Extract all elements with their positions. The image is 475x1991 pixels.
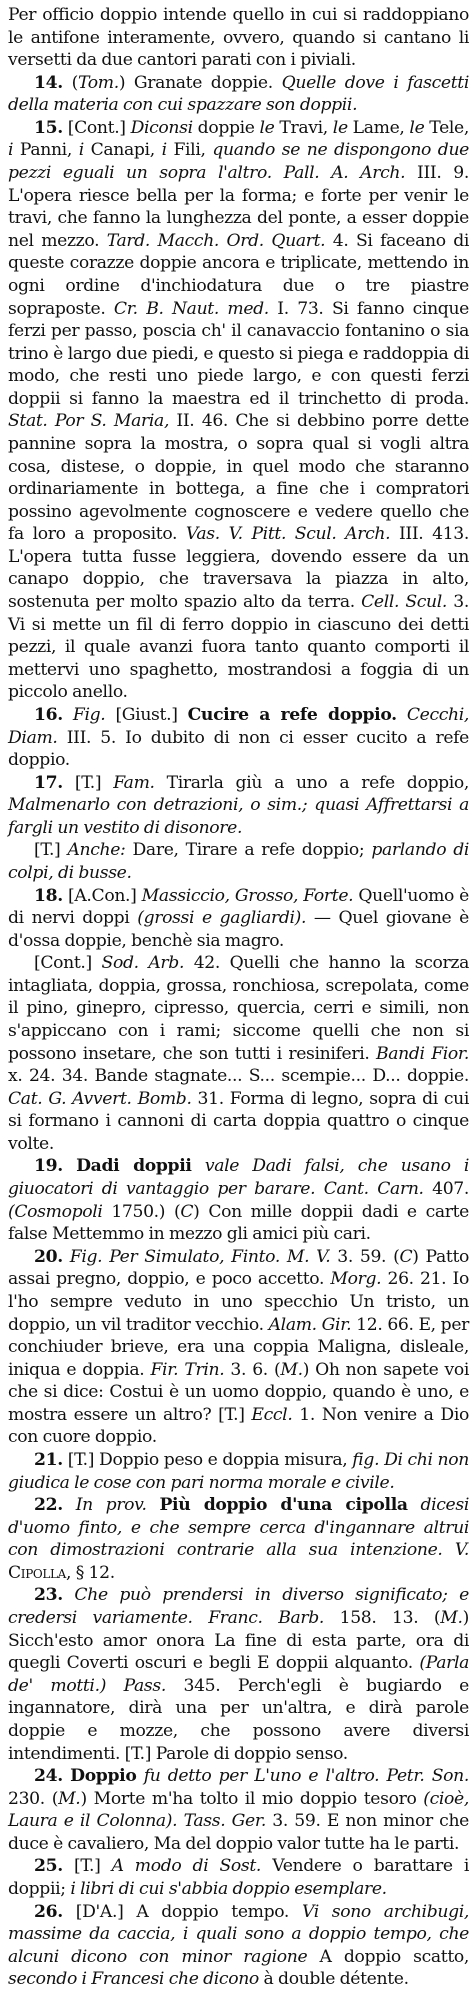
italic-text: parlando di colpi, di busse. — [8, 840, 469, 883]
italic-text: Diconsi — [130, 117, 193, 138]
text-run: — Quel giovane è d'ossa doppie, benchè sia magro. — [8, 908, 469, 951]
bold-text: Più doppio d'una cipolla — [159, 1495, 408, 1516]
text-run: Quell'uomo è di nervi doppi — [8, 885, 469, 929]
italic-text: Cat. G. Avvert. Bomb. — [8, 1088, 192, 1109]
italic-text: (Parla de' motti.) Pass. — [8, 1653, 469, 1696]
text-run — [192, 1156, 205, 1176]
text-run: 407. — [423, 1179, 470, 1200]
italic-text: fu detto per L'uno e l'altro. Petr. Son. — [143, 1766, 469, 1787]
text-run — [136, 1766, 143, 1786]
bold-text: 17. — [34, 772, 63, 793]
text-run: [Cont.] — [62, 117, 131, 138]
italic-text: C — [399, 1246, 413, 1267]
text-run: ) Granate doppie. — [118, 72, 282, 93]
bold-text: 15. — [34, 117, 63, 138]
text-run: Tirarla giù a uno a refe doppio, — [154, 772, 470, 793]
text-run: ) Sicch'esto amor onora La fine di esta parte, ora di quegli Coverti oscuri e begli E doppii alquanto. — [8, 1608, 469, 1674]
text-run: à double détente. — [258, 1969, 409, 1990]
text-run: [Giust.] — [105, 704, 188, 725]
text-run: III. 413. L'opera tutta fusse leggiera, dovendo essere da un canapo doppio, che traversava la piazza in alto, sostenuta per molto spazio alto da terra. — [8, 524, 469, 613]
entry-paragraph — [8, 839, 469, 884]
entry-paragraph — [8, 1494, 469, 1584]
text-run: 230. ( — [8, 1788, 59, 1809]
text-run: , § 12. — [65, 1562, 115, 1583]
text-run — [63, 705, 73, 725]
text-run: 1. Non venire a Dio con cuore doppio. — [8, 1404, 469, 1448]
italic-text: (cioè, Laura e il Colonna). Tass. Ger. — [8, 1788, 469, 1832]
italic-text: C — [180, 1201, 194, 1222]
entry-paragraph — [8, 704, 469, 772]
text-run: Lame, — [347, 117, 410, 138]
italic-text: vale Dadi falsi, che usano i giuocatori di vantaggio per barare. Cant. Carn. — [8, 1156, 469, 1200]
italic-text: secondo i Francesi che dicono — [8, 1969, 259, 1990]
text-run: ) Morte m'ha tolto il mio doppio tesoro — [80, 1788, 424, 1809]
italic-text: Cecchi, Diam. — [8, 704, 469, 748]
entry-paragraph — [8, 1155, 469, 1245]
text-run — [63, 1156, 76, 1176]
text-run: [T.] — [34, 840, 68, 861]
text-run: Vendere o barattare i doppii; — [8, 1856, 470, 1899]
italic-text: i libri di cui s'abbia doppio esemplare. — [70, 1878, 387, 1899]
entry-paragraph — [8, 772, 469, 840]
entry-paragraph — [8, 1765, 469, 1855]
entry-paragraph — [8, 4, 469, 72]
italic-text: Morg. — [330, 1269, 382, 1290]
italic-text: Fig. — [72, 704, 106, 725]
text-run: x. 24. 34. Bande stagnate... S... scempie... D... doppie. — [8, 1066, 469, 1087]
italic-text: Vas. V. Pitt. Scul. Arch. — [185, 524, 391, 545]
entry-paragraph — [8, 1901, 469, 1991]
bold-text: Cucire a refe doppio. — [187, 704, 397, 725]
italic-text: i — [161, 140, 167, 161]
text-run: Tele, — [424, 117, 469, 138]
italic-text: Quelle dove i fascetti della materia con cui spazzare son doppii. — [8, 72, 469, 116]
italic-text: i — [8, 140, 14, 161]
text-run: 4. Si faceano di queste corazze doppie ancora e triplicate, mettendo in ogni ordine d'inchiodatura due o tre piastre sopraposte. — [8, 230, 469, 319]
italic-text: Malmenarlo con detrazioni, o sim.; quasi Affrettarsi a fargli un vestito di disonore. — [8, 795, 469, 838]
bold-text: Dadi doppii — [76, 1156, 192, 1177]
entry-paragraph — [8, 1449, 469, 1494]
italic-text: M. — [58, 1788, 81, 1809]
italic-text: Anche: — [67, 840, 126, 861]
text-run: [A.Con.] — [62, 885, 142, 906]
italic-text: Fir. Trin. — [150, 1359, 225, 1380]
italic-text: Fam. — [113, 772, 155, 793]
italic-text: Tom. — [77, 72, 119, 93]
bold-text: 21. — [34, 1450, 63, 1470]
text-run: ) Con mille doppii dadi e carte false Mettemmo in mezzo gli amici più cari. — [8, 1201, 469, 1245]
italic-text: Fig. Per Simulato, Finto. M. V. — [69, 1246, 331, 1267]
bold-text: 22. — [34, 1495, 63, 1516]
bold-text: 18. — [34, 885, 63, 906]
text-run: [Cont.] — [34, 953, 102, 974]
bold-text: 23. — [34, 1585, 63, 1606]
text-run: A doppio scatto, — [307, 1946, 469, 1967]
text-run: Dare, Tirare a refe doppio; — [125, 840, 372, 861]
italic-text: i — [78, 140, 84, 161]
text-run: I. 73. Si fanno cinque ferzi per passo, poscia ch' il canavaccio fontanino o sia trino è largo due piedi, e questo si piega e raddoppia di modo, che resti uno piede largo, e con questi ferzi doppii si fanno la maestra ed il trinchetto di proda. — [8, 298, 469, 409]
text-run — [63, 1495, 76, 1515]
bold-text: 24. — [34, 1766, 63, 1787]
text-run: ) Oh non sapete voi che si dice: Costui è un uomo doppio, quando è uno, e mostra essere un altro? [T.] — [8, 1359, 470, 1425]
text-run: Canapi, — [83, 140, 162, 161]
text-run: 345. Perch'egli è bugiardo e ingannatore, dirà una per un'altra, e dirà parole doppie e mozze, che possono avere diversi intendimenti. [T.] Parole di doppio senso. — [8, 1675, 469, 1764]
text-run — [147, 1495, 160, 1515]
entry-paragraph — [8, 885, 469, 953]
italic-text: In prov. — [75, 1495, 147, 1516]
bold-text: 25. — [34, 1856, 63, 1877]
entry-paragraph — [8, 1584, 469, 1765]
italic-text: Sod. Arb. — [101, 953, 185, 974]
text-run: Per officio doppio intende quello in cui si raddoppiano le antifone interamente, ovvero, quando si cantano li versetti da due cantori parati con i piviali. — [8, 5, 469, 71]
italic-text: Stat. Por S. Maria, — [8, 411, 170, 432]
italic-text: Bandi Fior. — [376, 1043, 469, 1064]
italic-text: Alam. Gir. — [268, 1314, 352, 1335]
text-run: [T.] — [62, 1856, 112, 1877]
text-run — [408, 1495, 421, 1515]
bold-text: 14. — [34, 72, 63, 93]
italic-text: M. — [280, 1359, 303, 1380]
entry-paragraph — [8, 952, 469, 1155]
italic-text: fig. Di chi non giudica le cose con pari norma morale e civile. — [8, 1450, 469, 1493]
italic-text: M. — [440, 1608, 463, 1629]
text-run: 158. 13. ( — [324, 1608, 441, 1629]
text-run: 3. Vi si mette un fil di ferro doppio in ciascuno dei detti pezzi, il quale avanzi fuora tanto quanto comporti il mettervi uno spaghetto, mostrandosi a foggia di un piccolo anello. — [8, 592, 469, 703]
italic-text: quando se ne dispongono due pezzi eguali un sopra l'altro. Pall. A. Arch. — [8, 140, 469, 184]
text-run: 3. 59. E non minor che duce è cavaliero, Ma del doppio valor tutte ha le parti. — [8, 1811, 469, 1854]
italic-text: (Cosmopoli — [8, 1201, 103, 1222]
bold-text: 19. — [34, 1156, 63, 1177]
text-run: 1750.) ( — [102, 1201, 181, 1222]
text-run: 3. 6. ( — [224, 1359, 281, 1380]
text-run: ( — [62, 72, 78, 93]
italic-text: le — [409, 117, 425, 138]
italic-text: A modo di Sost. — [111, 1856, 262, 1877]
text-run: III. 5. Io dubito di non ci esser cucito a refe doppio. — [8, 727, 469, 771]
text-run: doppie — [192, 117, 260, 138]
text-run — [397, 705, 407, 725]
small-caps-text: Cipolla — [8, 1562, 66, 1583]
text-run: II. 46. Che si debbino porre dette pannine sopra la mostra, o sopra qual si vogli altra cosa, distese, o doppie, in quel modo che staranno ordinariamente in bottega, a fine che i compratori possino agevolmente cognoscere e vedere quello che fa loro a proposito. — [8, 411, 469, 545]
text-run: Travi, — [274, 117, 333, 138]
text-run: 26. 21. Io l'ho sempre veduto in uno specchio Un tristo, un doppio, un vil traditor vecchio. — [8, 1269, 469, 1335]
text-run: [D'A.] A doppio tempo. — [62, 1901, 302, 1922]
text-run: 12. 66. E, per conchiuder brieve, era una coppia Maligna, disleale, iniqua e doppia. — [8, 1314, 470, 1380]
text-run: ) Patto assai pregno, doppio, e poco accetto. — [8, 1246, 469, 1290]
italic-text: Eccl. — [251, 1404, 293, 1425]
text-run: [T.] Doppio peso e doppia misura, — [62, 1450, 353, 1470]
text-run: [T.] — [62, 772, 114, 793]
bold-text: 20. — [34, 1246, 63, 1267]
bold-text: 16. — [34, 704, 63, 725]
text-run: III. 9. L'opera riesce bella per la forma; e forte per venir le travi, che fanno la lunghezza del ponte, a esser doppie nel mezzo. — [8, 163, 470, 251]
italic-text: le — [259, 117, 275, 138]
entry-paragraph — [8, 1855, 469, 1900]
text-run: Fili, — [166, 140, 213, 161]
text-run: 3. 59. ( — [330, 1246, 400, 1267]
italic-text: Massiccio, Grosso, Forte. — [141, 885, 354, 906]
italic-text: Che può prendersi in diverso significato; e credersi variamente. Franc. Barb. — [8, 1585, 469, 1629]
italic-text: Cell. Scul. — [361, 592, 448, 613]
entry-paragraph — [8, 72, 469, 117]
italic-text: dicesi d'uomo finto, e che sempre cerca d'ingannare altrui con dimostrazioni contrarie alla sua intenzione. V. — [8, 1495, 469, 1561]
italic-text: Tard. Macch. Ord. Quart. — [106, 230, 326, 251]
text-run: 31. Forma di legno, sopra di cui si formano i cannoni di carta doppia quattro o cinque volte. — [8, 1088, 470, 1154]
italic-text: (grossi e gagliardi). — [137, 908, 307, 929]
text-run: 42. Quelli che hanno la scorza intagliata, doppia, grossa, ronchiosa, screpolata, come il pino, ginepro, cipresso, quercia, cerri e simili, non s'appiccano con i rami; siccome quelli che non si possono insetare, che son tutti i resiniferi. — [8, 953, 469, 1064]
text-run — [63, 1585, 75, 1605]
text-run — [63, 1247, 70, 1267]
entry-paragraph — [8, 1246, 469, 1449]
italic-text: Cr. B. Naut. med. — [113, 298, 269, 319]
italic-text: le — [332, 117, 348, 138]
italic-text: Vi sono archibugi, massime da caccia, i quali sono a doppio tempo, che alcuni dicono con minor ragione — [8, 1901, 469, 1967]
entry-paragraph — [8, 117, 469, 704]
text-run: Panni, — [13, 140, 79, 161]
bold-text: 26. — [34, 1901, 63, 1922]
bold-text: Doppio — [70, 1766, 137, 1787]
